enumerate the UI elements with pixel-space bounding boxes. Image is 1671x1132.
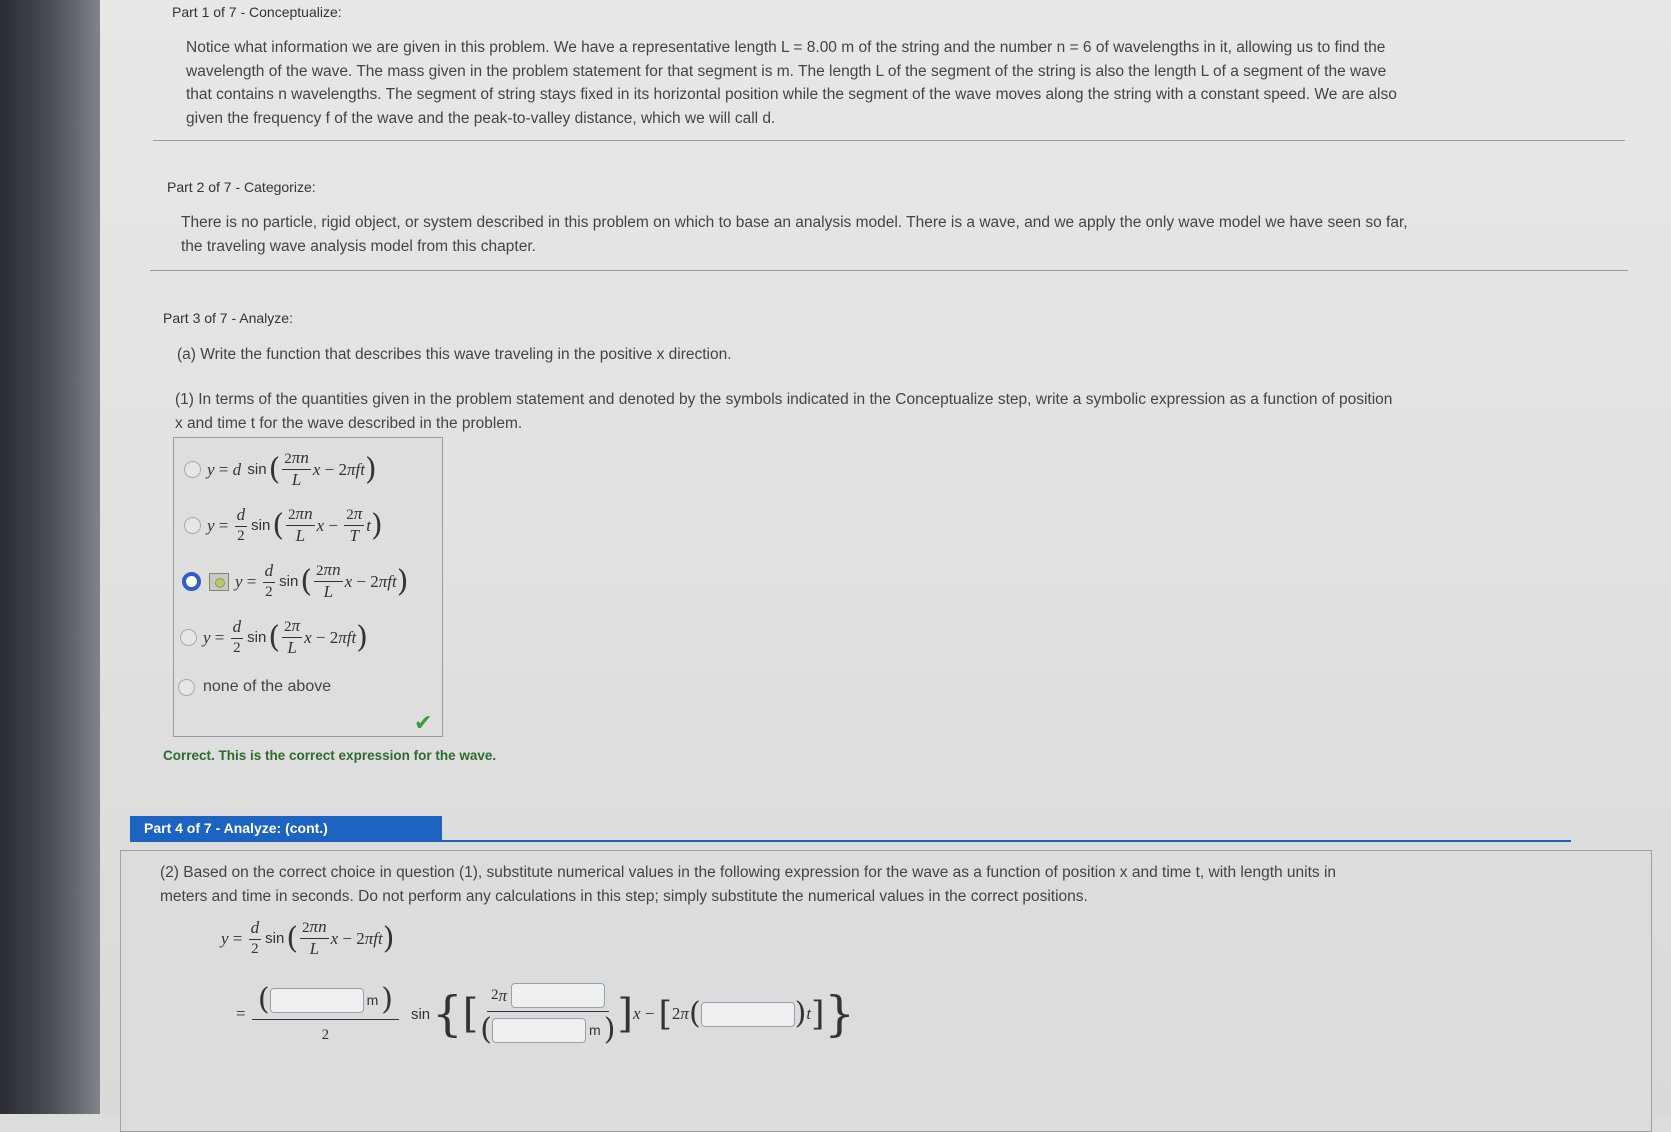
choice-4-expression: y = $\frac{d}{2}$ sin ( $\frac{2\pi}{L}$ x − 2 πft )	[203, 616, 368, 657]
question-1	[175, 388, 1615, 435]
hint-icon[interactable]	[209, 573, 229, 591]
choice-5[interactable]	[178, 678, 331, 696]
part4-panel	[120, 850, 1652, 1132]
choice-1-expression: y = d sin ( $\frac{2\pi n}{L}$ x − 2 πft )	[207, 448, 377, 489]
question-2-line-2: meters and time in seconds. Do not perform any calculations in this step; simply substitute the numerical values in the correct positions.	[160, 887, 1088, 905]
part1-line-1: Notice what information we are given in this problem. We have a representative length L = 8.00 m of the string and the number n = 6 of wavelengths in it, allowing us to find the	[186, 39, 1386, 56]
unit-m: m	[366, 991, 379, 1008]
part1-line-3: that contains n wavelengths. The segment of string stays fixed in its horizontal position while the segment of the wave moves along the string with a constant speed. We are also	[186, 86, 1397, 103]
part2-line-1: There is no particle, rigid object, or system described in this problem on which to base an analysis model. There is a wave, and we apply the only wave model we have seen so far,	[181, 214, 1408, 231]
part4-header-line	[130, 840, 1571, 842]
choice-2-expression: y = $\frac{d}{2}$ sin ( $\frac{2\pi n}{L}$ x − $\frac{2\pi}{T}$ t )	[207, 504, 383, 545]
radio-button[interactable]	[180, 629, 197, 646]
part4-tab[interactable]: Part 4 of 7 - Analyze: (cont.)	[130, 816, 442, 840]
part2-line-2: the traveling wave analysis model from this chapter.	[181, 237, 536, 255]
screen-bezel	[0, 0, 112, 1114]
choice-2[interactable]	[184, 504, 383, 547]
choice-5-label: none of the above	[203, 678, 332, 695]
radio-button[interactable]	[184, 517, 201, 534]
choice-1[interactable]	[184, 448, 377, 491]
frequency-input[interactable]	[701, 1002, 795, 1027]
part2-text	[181, 211, 1611, 258]
radio-button-selected[interactable]	[182, 572, 201, 591]
unit-m: m	[589, 1021, 601, 1038]
question-2	[160, 861, 1630, 908]
checkmark-icon: ✔	[414, 710, 433, 735]
part3-title: Part 3 of 7 - Analyze:	[163, 310, 293, 326]
question-a: (a) Write the function that describes this wave traveling in the positive x direction.	[177, 346, 732, 363]
part2-title: Part 2 of 7 - Categorize:	[167, 179, 316, 195]
amplitude-fraction: ( m ) 2	[252, 983, 399, 1045]
choice-3[interactable]	[182, 560, 408, 603]
substitution-formula: = ( m ) 2 sin { [ 2 π ( m ) ] x − [ 2 π ( ) t ] }	[236, 982, 855, 1047]
part1-line-2: wavelength of the wave. The mass given in the problem statement for that segment is m. The length L of the segment of the string is also the length L of a segment of the wave	[186, 62, 1387, 80]
question-1-line-1: (1) In terms of the quantities given in the problem statement and denoted by the symbols indicated in the Conceptualize step, write a symbolic expression as a function of position	[175, 391, 1393, 408]
divider	[153, 140, 1625, 141]
choice-4[interactable]	[180, 616, 368, 659]
choice-3-expression: y = $\frac{d}{2}$ sin ( $\frac{2\pi n}{L}$ x − 2 πft )	[235, 560, 409, 601]
length-input[interactable]	[492, 1018, 586, 1043]
amplitude-input[interactable]	[270, 988, 364, 1013]
part1-text	[186, 36, 1606, 130]
divider	[150, 270, 1628, 271]
reference-formula: y = $\frac{d}{2}$ sin ( $\frac{2\pi n}{L}$ x − 2 πft )	[221, 917, 395, 958]
part1-title: Part 1 of 7 - Conceptualize:	[172, 4, 342, 20]
n-input[interactable]	[511, 983, 605, 1008]
part1-line-4: given the frequency f of the wave and the peak-to-valley distance, which we will call d.	[186, 109, 776, 127]
correct-feedback: Correct. This is the correct expression for the wave.	[163, 748, 497, 763]
question-2-line-1: (2) Based on the correct choice in question (1), substitute numerical values in the following expression for the wave as a function of position x and time t, with length units in	[160, 864, 1337, 881]
question-1-line-2: x and time t for the wave described in the problem.	[175, 414, 523, 432]
answer-choices	[173, 437, 443, 737]
radio-button[interactable]	[178, 679, 195, 696]
radio-button[interactable]	[184, 461, 201, 478]
wave-number-fraction: 2 π ( m )	[480, 983, 615, 1045]
